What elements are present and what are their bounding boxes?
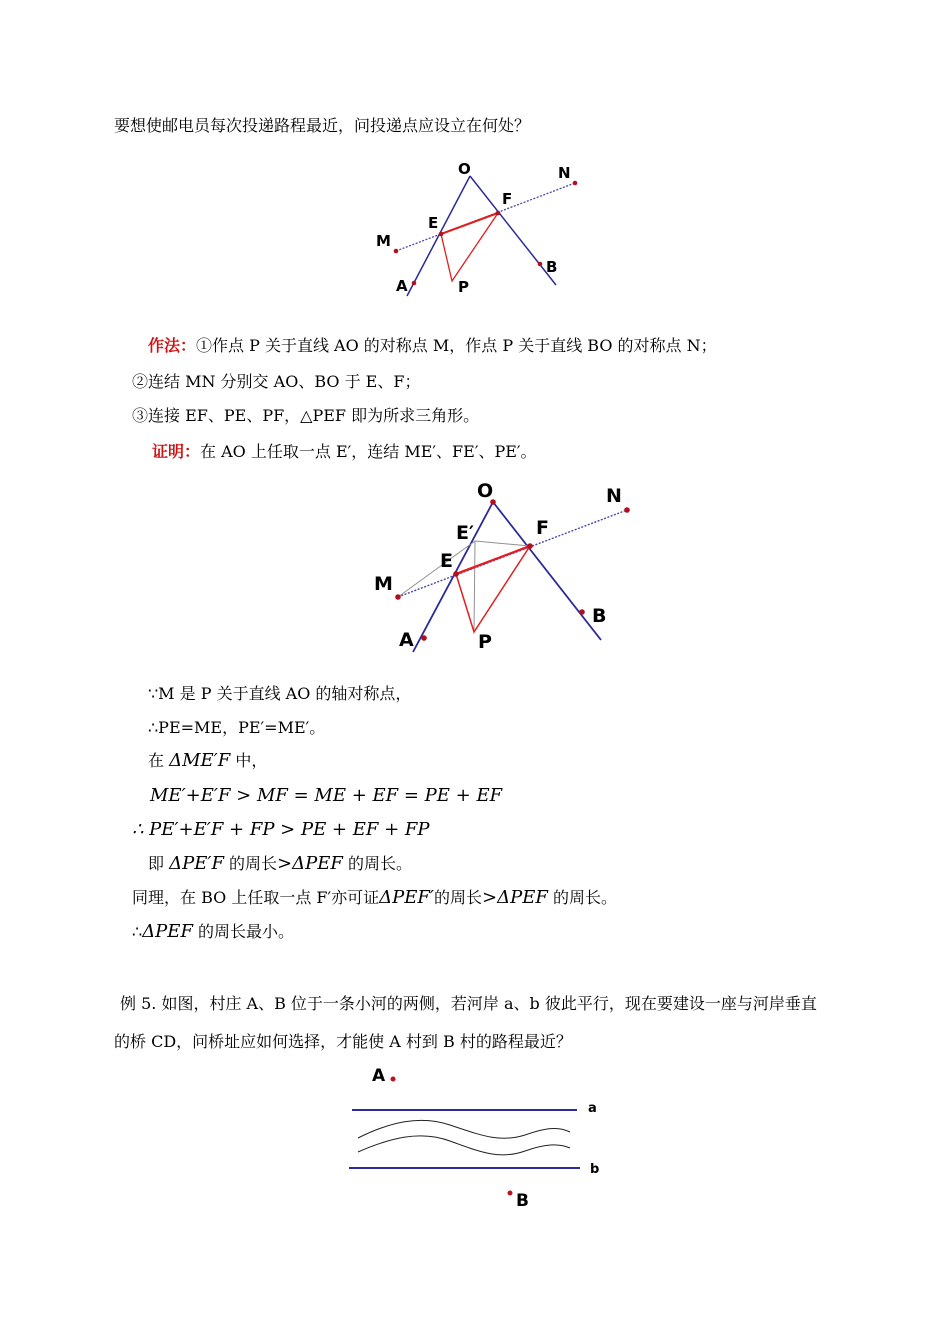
river-wave-2 <box>358 1136 570 1155</box>
label-bank-b: b <box>590 1162 600 1177</box>
method-step-3: ③连接 EF、PE、PF，△PEF 即为所求三角形。 <box>132 406 480 425</box>
label-village-a: A <box>372 1066 386 1086</box>
method-line-1 <box>148 336 717 356</box>
point-n <box>573 181 578 186</box>
method-label: 作法： <box>148 336 197 355</box>
reasoning-line-5: ∴ PE′+E′F + FP > PE + EF + FP <box>132 819 430 840</box>
figure-2 <box>366 474 642 656</box>
reasoning-line-8: ∴ΔPEF 的周长最小。 <box>132 921 295 942</box>
label-b: B <box>592 605 607 627</box>
point-a <box>421 635 427 641</box>
point-f <box>527 543 533 549</box>
reasoning-line-7: 同理，在 BO 上任取一点 F′亦可证ΔPEF′的周长>ΔPEF 的周长。 <box>132 887 617 908</box>
label-e-prime: E′ <box>456 522 474 544</box>
reasoning-line-6: 即 ΔPE′F 的周长>ΔPEF 的周长。 <box>148 853 412 874</box>
point-e <box>453 571 459 577</box>
proof-line <box>152 442 537 462</box>
math-triangle: ΔME′F <box>169 750 231 771</box>
village-a-point <box>391 1077 396 1082</box>
reasoning-line-2: ∴PE=ME，PE′=ME′。 <box>148 718 326 737</box>
label-f: F <box>536 517 549 539</box>
point-b <box>579 609 585 615</box>
label-m: M <box>376 232 391 250</box>
question-text: 要想使邮电员每次投递路程最近，问投递点应设立在何处？ <box>114 116 531 135</box>
example-5-line-1: 例 5. 如图，村庄 A、B 位于一条小河的两侧，若河岸 a、b 彼此平行，现在要建设一座与河岸垂直 <box>120 994 817 1013</box>
label-b: B <box>546 258 558 276</box>
label-o: O <box>458 160 471 178</box>
point-m <box>394 249 399 254</box>
point-a <box>412 281 417 286</box>
label-n: N <box>606 485 622 507</box>
label-m: M <box>374 573 393 595</box>
reasoning-line-1: ∵M 是 P 关于直线 AO 的轴对称点， <box>148 684 412 703</box>
point-b <box>538 262 543 267</box>
label-bank-a: a <box>588 1101 597 1116</box>
label-p: P <box>478 631 492 653</box>
point-n <box>624 507 630 513</box>
label-a: A <box>396 277 408 295</box>
label-village-b: B <box>516 1191 529 1211</box>
reasoning-line-3: 在 ΔME′F 中， <box>148 750 268 771</box>
village-b-point <box>508 1191 513 1196</box>
point-m <box>395 594 401 600</box>
figure-3 <box>340 1060 610 1215</box>
label-p: P <box>458 278 469 296</box>
label-o: O <box>477 480 494 502</box>
figure-1 <box>360 155 600 305</box>
example-5-line-2: 的桥 CD，问桥址应如何选择，才能使 A 村到 B 村的路程最近？ <box>114 1032 572 1051</box>
label-a: A <box>399 629 414 651</box>
label-e: E <box>440 550 453 572</box>
label-e: E <box>428 214 439 232</box>
reasoning-line-4: ME′+E′F > MF = ME + EF = PE + EF <box>150 785 503 806</box>
point-e <box>439 232 444 237</box>
line-ob <box>470 176 556 285</box>
point-f <box>496 211 501 216</box>
method-step-2: ②连结 MN 分别交 AO、BO 于 E、F； <box>132 372 421 391</box>
river-wave-1 <box>358 1120 570 1138</box>
label-f: F <box>502 190 513 208</box>
proof-text: 在 AO 上任取一点 E′，连结 ME′、FE′、PE′。 <box>200 442 537 461</box>
method-step-1: ①作点 P 关于直线 AO 的对称点 M，作点 P 关于直线 BO 的对称点 N； <box>196 336 717 355</box>
label-n: N <box>558 164 571 182</box>
proof-label: 证明： <box>152 442 201 461</box>
